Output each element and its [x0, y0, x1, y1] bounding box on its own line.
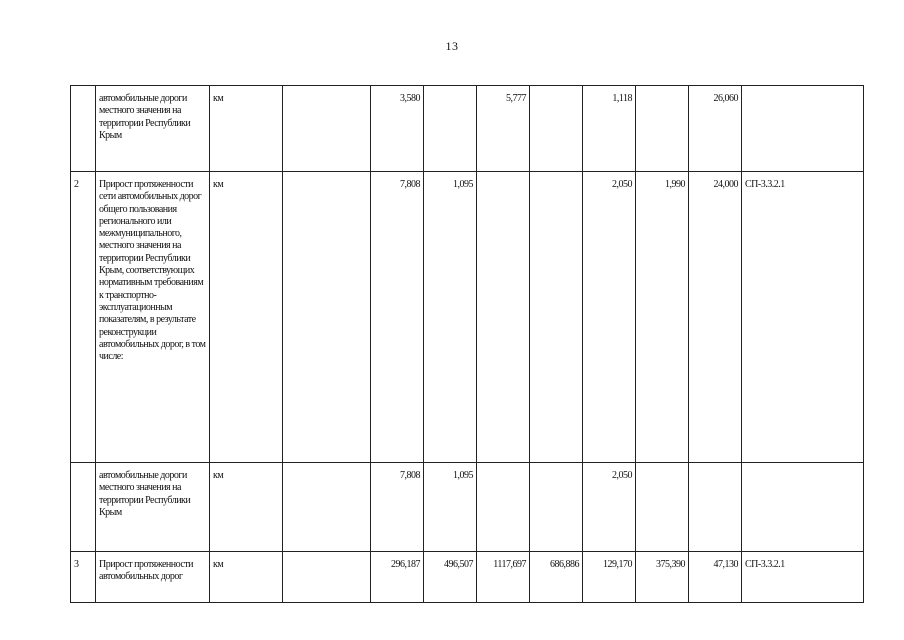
value-cell	[689, 463, 742, 552]
value-cell: 47,130	[689, 552, 742, 603]
value-cell: 2,050	[583, 463, 636, 552]
document-ref-cell	[742, 463, 864, 552]
value-cell: 1,095	[424, 172, 477, 463]
value-cell: 3,580	[371, 86, 424, 172]
table-row	[71, 172, 864, 463]
value-cell: 129,170	[583, 552, 636, 603]
document-ref-cell: СП-3.3.2.1	[742, 172, 864, 463]
value-cell: 24,000	[689, 172, 742, 463]
indicators-table	[70, 85, 864, 603]
row-number	[71, 86, 96, 172]
value-cell: 496,507	[424, 552, 477, 603]
value-cell	[530, 86, 583, 172]
table-row	[71, 463, 864, 552]
document-ref-cell: СП-3.3.2.1	[742, 552, 864, 603]
value-cell: 1117,697	[477, 552, 530, 603]
value-cell: 375,390	[636, 552, 689, 603]
value-cell	[530, 172, 583, 463]
table-row	[71, 552, 864, 603]
page-number: 13	[445, 39, 459, 53]
unit-cell: км	[210, 172, 283, 463]
row-number: 3	[71, 552, 96, 603]
row-number	[71, 463, 96, 552]
value-cell: 26,060	[689, 86, 742, 172]
value-cell: 7,808	[371, 463, 424, 552]
indicator-name: Прирост протяженности автомобильных дорог	[96, 552, 210, 603]
value-cell	[477, 172, 530, 463]
value-cell	[636, 463, 689, 552]
value-cell: 296,187	[371, 552, 424, 603]
value-cell	[636, 86, 689, 172]
value-cell	[477, 463, 530, 552]
indicator-name: Прирост протяженности сети автомобильных дорог общего пользования регионального или межмуниципального, местного значения на территории Республики Крым, соответствующих нормативным требованиям к транспортно-эксплуатационным показателям, в результате реконструкции автомобильных дорог, в том числе:	[96, 172, 210, 463]
value-cell: 1,118	[583, 86, 636, 172]
value-cell: 686,886	[530, 552, 583, 603]
value-cell	[283, 172, 371, 463]
value-cell	[283, 463, 371, 552]
value-cell: 1,095	[424, 463, 477, 552]
unit-cell: км	[210, 463, 283, 552]
table-row	[71, 86, 864, 172]
value-cell: 1,990	[636, 172, 689, 463]
value-cell: 5,777	[477, 86, 530, 172]
indicator-name: автомобильные дороги местного значения на территории Республики Крым	[96, 463, 210, 552]
value-cell	[424, 86, 477, 172]
document-ref-cell	[742, 86, 864, 172]
unit-cell: км	[210, 86, 283, 172]
row-number: 2	[71, 172, 96, 463]
unit-cell: км	[210, 552, 283, 603]
value-cell	[530, 463, 583, 552]
value-cell: 2,050	[583, 172, 636, 463]
indicator-name: автомобильные дороги местного значения на территории Республики Крым	[96, 86, 210, 172]
value-cell	[283, 552, 371, 603]
value-cell: 7,808	[371, 172, 424, 463]
value-cell	[283, 86, 371, 172]
